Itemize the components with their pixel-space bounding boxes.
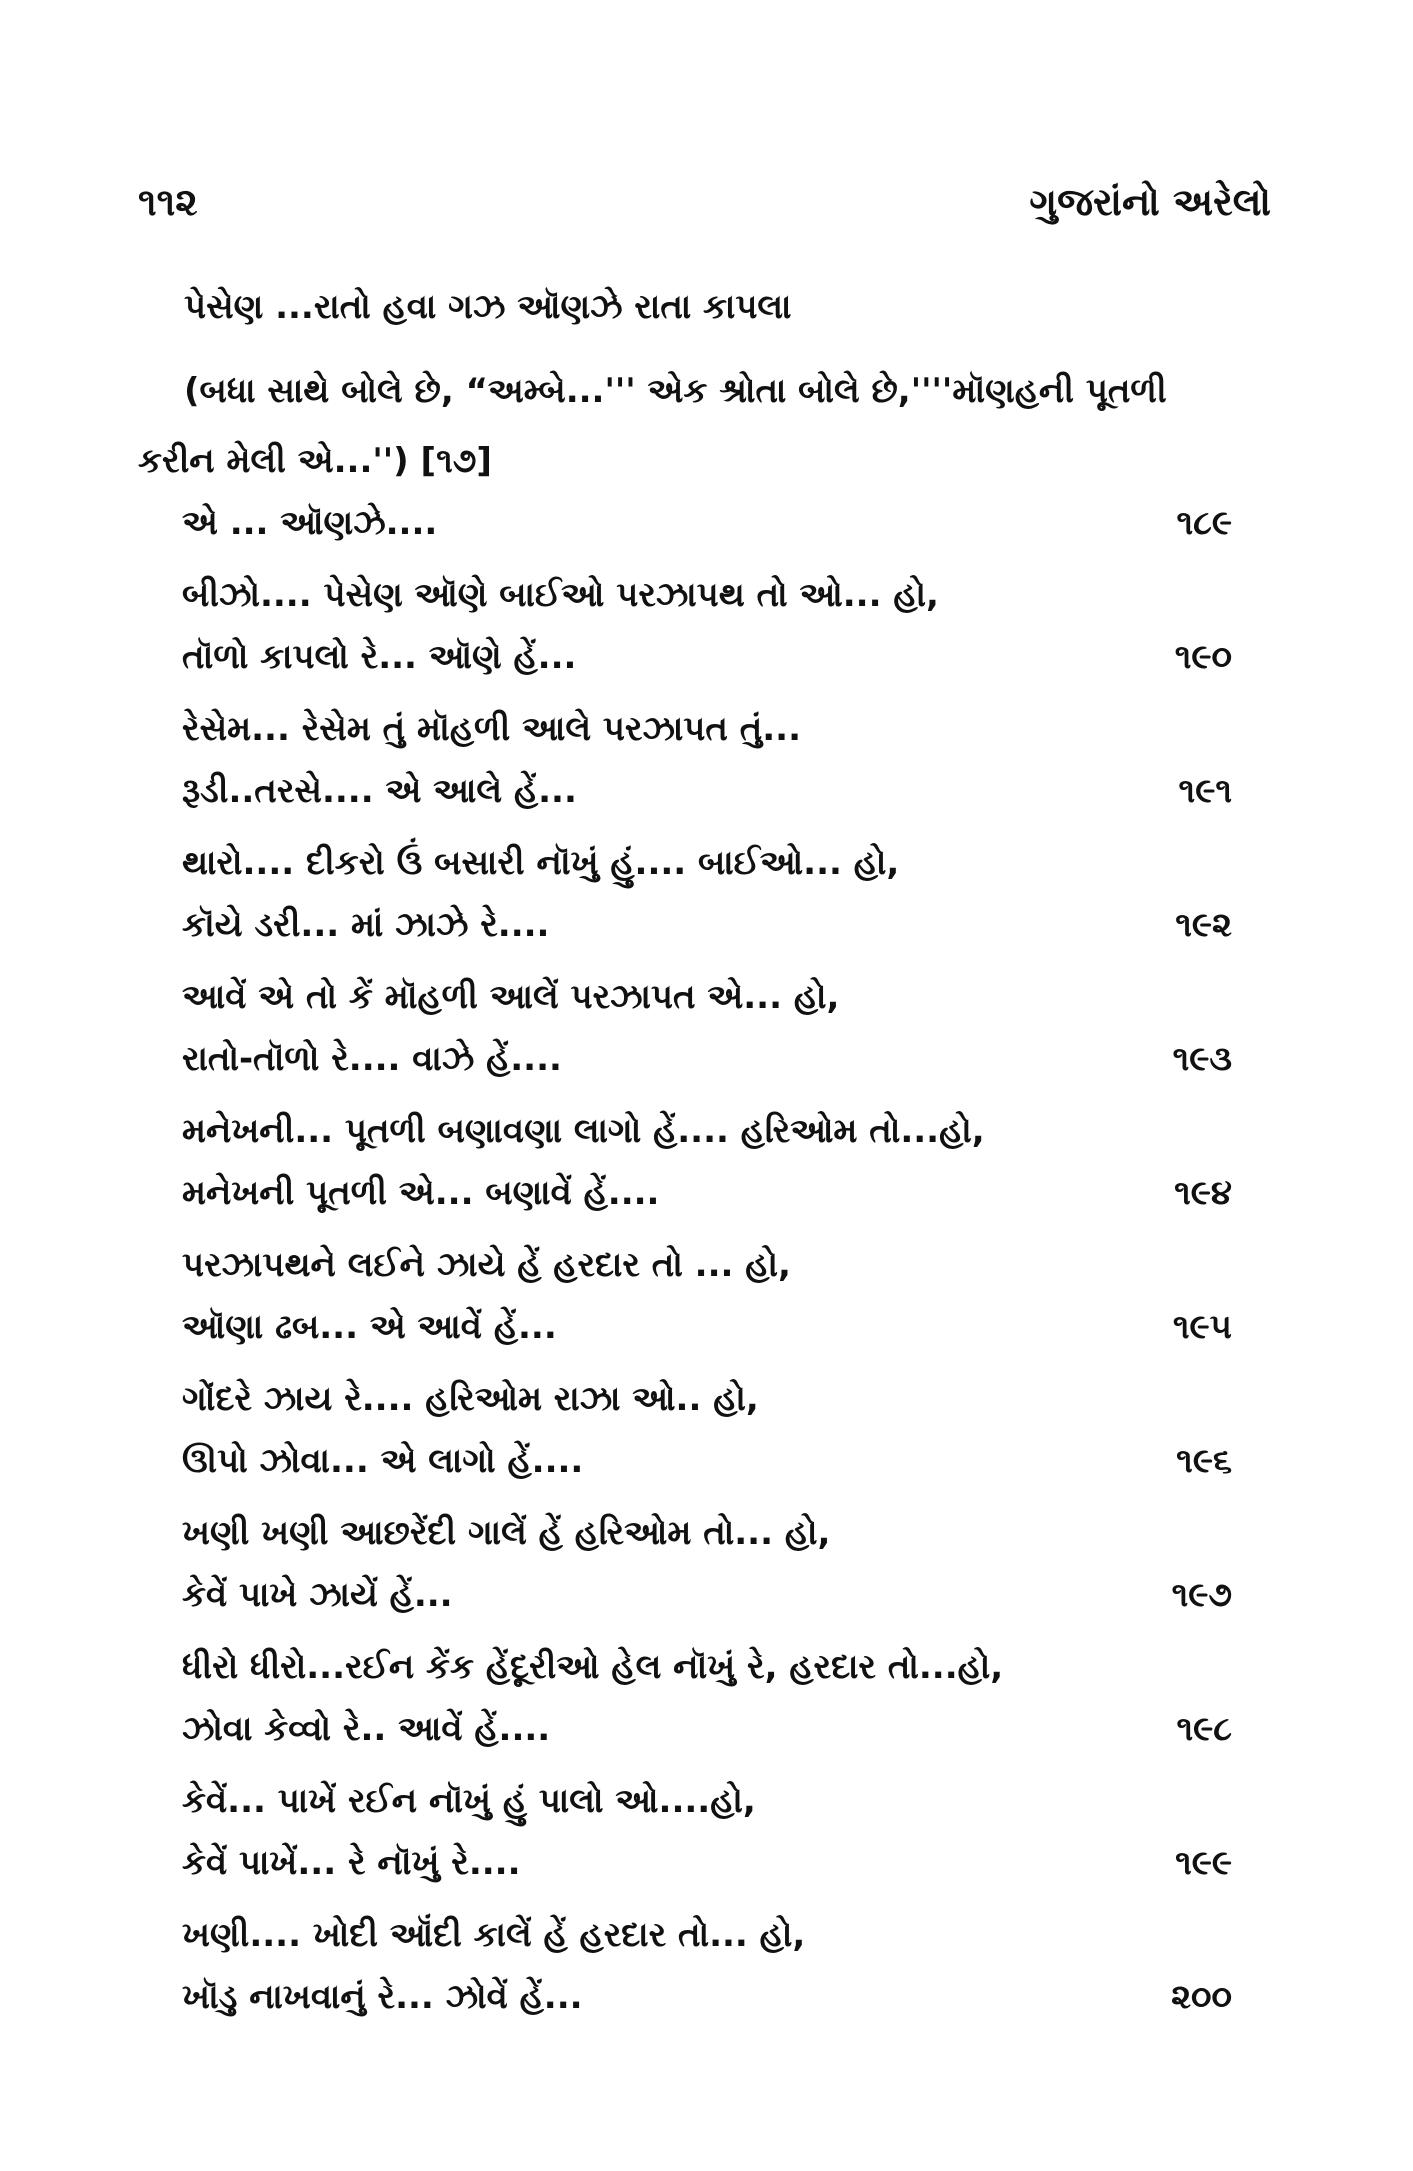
verse-line: આવેં એ તો કેં મૉહળી આલેં પરઝાપત એ... હો, — [182, 977, 840, 1017]
verse-line: ખણી.... ખોદી ઑંદી કાલેં હેં હરદાર તો... હો, — [182, 1915, 806, 1955]
verse-number: ૧૯૩ — [1172, 1039, 1232, 1079]
verse-line: થારો.... દીકરો ઉં બસારી નૉખું હું.... બાઈઓ... હો, — [182, 843, 900, 883]
verse-number: ૧૮૯ — [1176, 503, 1232, 543]
verse-stanza — [182, 1636, 1232, 1760]
verse-number: ૧૯૧ — [1178, 771, 1232, 811]
verse-number: ૧૯૭ — [1171, 1575, 1232, 1615]
verse-line: એ ... ઑણઝે.... — [182, 503, 438, 543]
verse-stanza — [182, 492, 1232, 554]
intro-paragraph-end: કરીન મેલી એ...'') [૧૭] — [138, 441, 492, 481]
intro-block — [138, 272, 1268, 496]
verse-line: કેવેં પાખે ઝાયેં હેં... — [182, 1575, 453, 1615]
verse-line: ગોંદરે ઝાય રે.... હરિઓમ રાઝા ઓ.. હો, — [182, 1379, 759, 1419]
verse-line: મનેખની પૂતળી એ... બણાવેં હેં.... — [182, 1173, 660, 1213]
verse-number: ૧૯૨ — [1175, 905, 1232, 945]
intro-paragraph — [138, 356, 1268, 496]
verse-stanza — [182, 1368, 1232, 1492]
verse-line: કૉયે ડરી... માં ઝાઝે રે.... — [182, 905, 550, 945]
verse-line: કેવેં પાખેં... રે નૉખું રે.... — [182, 1843, 521, 1883]
intro-line: પેસેણ ...રાતો હવા ગઝ ઑણઝે રાતા કાપલા — [184, 287, 792, 327]
verse-line: તૉળો કાપલો રે... ઑણે હેં... — [182, 637, 577, 677]
verse-line: કેવેં... પાખેં રઈન નૉખું હું પાલો ઓ....હો, — [182, 1781, 756, 1821]
verse-line: ઝોવા કેવ્વો રે.. આવેં હેં.... — [182, 1709, 551, 1749]
verse-number: ૧૯૫ — [1172, 1307, 1232, 1347]
verse-number: ૧૯૦ — [1174, 637, 1232, 677]
verse-stanza — [182, 966, 1232, 1090]
verse-stanza — [182, 1234, 1232, 1358]
verse-stanza — [182, 1904, 1232, 2028]
intro-paragraph-start: (બધા સાથે બોલે છે, “અમ્બે...''' એક શ્રોતા બોલે છે,''''મૉણહની પૂતળી — [184, 371, 1167, 411]
verse-line: રાતો-તૉળો રે.... વાઝે હેં.... — [182, 1039, 562, 1079]
verse-line: ઊપો ઝોવા... એ લાગો હેં.... — [182, 1441, 584, 1481]
verse-stanza — [182, 1100, 1232, 1224]
verse-line: ખૉડુ નાખવાનું રે... ઝોવેં હેં... — [182, 1977, 583, 2017]
verse-number: ૨૦૦ — [1171, 1977, 1232, 2017]
verse-stanza — [182, 832, 1232, 956]
verse-line: ખણી ખણી આછરેંદી ગાલેં હેં હરિઓમ તો... હો, — [182, 1513, 831, 1553]
verse-stanza — [182, 1502, 1232, 1626]
verse-line: બીઝો.... પેસેણ ઑણે બાઈઓ પરઝાપથ તો ઓ... હો, — [182, 575, 939, 615]
verse-line: ઑણા ઢબ... એ આવેં હેં... — [182, 1307, 557, 1347]
verse-stanza — [182, 698, 1232, 822]
verse-stanza — [182, 564, 1232, 688]
verse-number: ૧૯૬ — [1176, 1441, 1232, 1481]
verse-line: પરઝાપથને લઈને ઝાયે હેં હરદાર તો ... હો, — [182, 1245, 791, 1285]
verse-line: રેસેમ... રેસેમ તું મૉહળી આલે પરઝાપત તું... — [182, 709, 802, 749]
verse-line: રૂડી..તરસે.... એ આલે હેં... — [182, 771, 577, 811]
verse-line: ધીરો ધીરો...રઈન કેંક હેંદૂરીઓ હેલ નૉખું રે, હરદાર તો...હો, — [182, 1647, 1004, 1687]
verse-number: ૧૯૪ — [1174, 1173, 1232, 1213]
running-title: ગુજરાંનો અરેલો — [1029, 180, 1271, 224]
verse-number: ૧૯૮ — [1176, 1709, 1232, 1749]
verse-list — [182, 492, 1232, 2028]
verse-stanza — [182, 1770, 1232, 1894]
page-header — [138, 180, 1271, 240]
verse-line: મનેખની... પૂતળી બણાવણા લાગો હેં.... હરિઓમ તો...હો, — [182, 1111, 985, 1151]
page-number: ૧૧૨ — [138, 180, 198, 224]
verse-number: ૧૯૯ — [1175, 1843, 1232, 1883]
